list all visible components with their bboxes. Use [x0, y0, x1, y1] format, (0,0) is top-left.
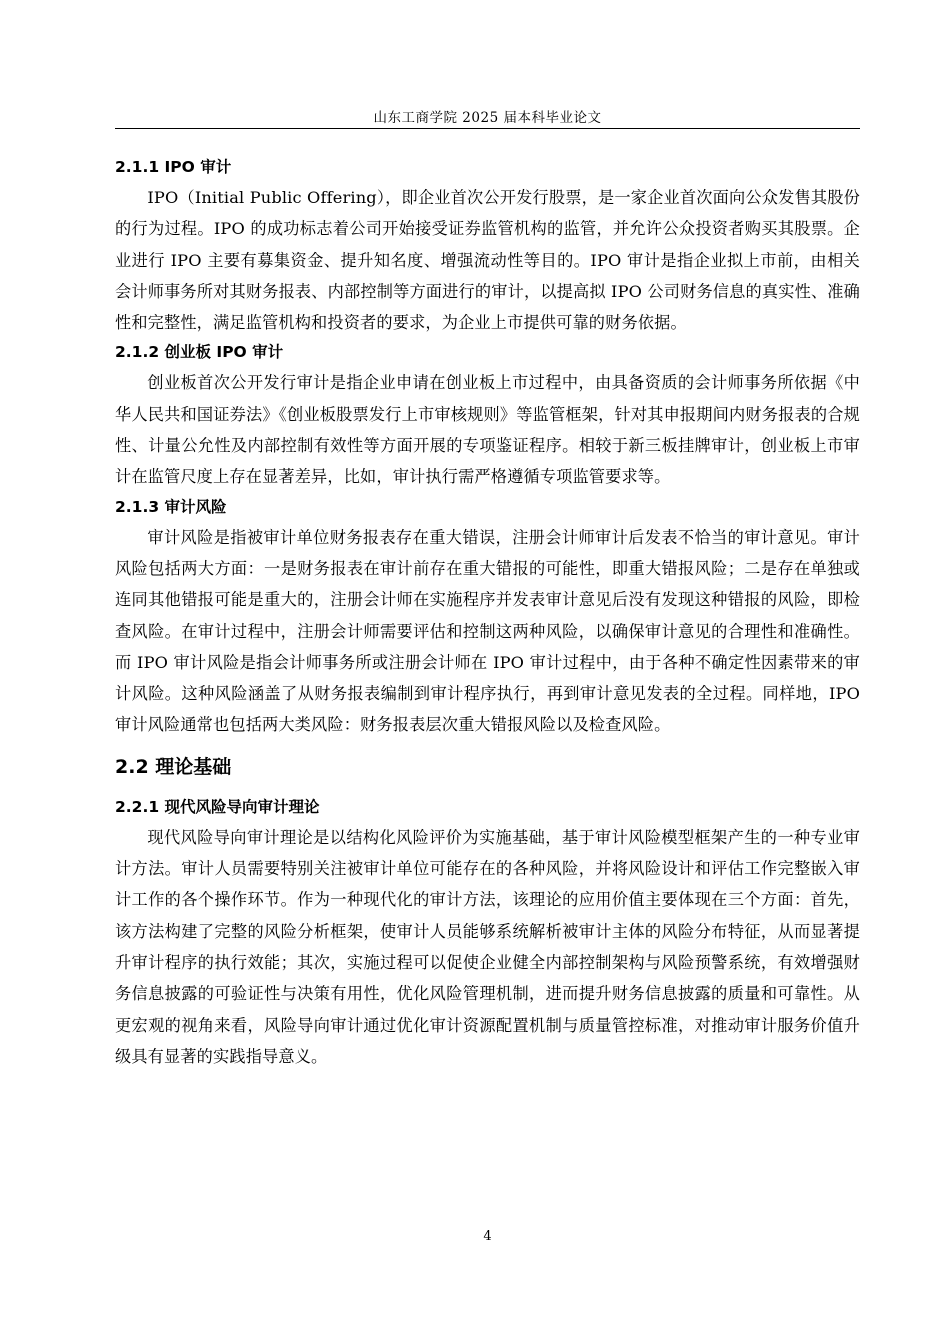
- section-heading-2-1-1: 2.1.1 IPO 审计: [115, 158, 232, 176]
- section-heading-2-2: 2.2 理论基础: [115, 755, 232, 778]
- page-content: [115, 153, 860, 1072]
- paragraph-gem-ipo-audit: 创业板首次公开发行审计是指企业申请在创业板上市过程中，由具备资质的会计师事务所依据《中华人民共和国证券法》《创业板股票发行上市审核规则》等监管框架，针对其申报期间内财务报表的合规性、计量公允性及内部控制有效性等方面开展的专项鉴证程序。相较于新三板挂牌审计，创业板上市审计在监管尺度上存在显著差异，比如，审计执行需严格遵循专项监管要求等。: [115, 373, 860, 487]
- header-divider: [115, 128, 860, 129]
- section-heading-2-2-1: 2.2.1 现代风险导向审计理论: [115, 797, 320, 816]
- section-heading-2-1-3: 2.1.3 审计风险: [115, 497, 227, 516]
- paragraph-ipo-audit: IPO（Initial Public Offering），即企业首次公开发行股票，是一家企业首次面向公众发售其股份的行为过程。IPO 的成功标志着公司开始接受证券监管机构的监管，并允许公众投资者购买其股票。企业进行 IPO 主要有募集资金、提升知名度、增强流动性等目的。IPO 审计是指企业拟上市前，由相关会计师事务所对其财务报表、内部控制等方面进行的审计，以提高拟 IPO 公司财务信息的真实性、准确性和完整性，满足监管机构和投资者的要求，为企业上市提供可靠的财务依据。: [115, 188, 860, 333]
- page-number: 4: [483, 1229, 492, 1244]
- paragraph-audit-risk: 审计风险是指被审计单位财务报表存在重大错误，注册会计师审计后发表不恰当的审计意见。审计风险包括两大方面：一是财务报表在审计前存在重大错报的可能性，即重大错报风险；二是存在单独或连同其他错报可能是重大的，注册会计师在实施程序并发表审计意见后没有发现这种错报的风险，即检查风险。在审计过程中，注册会计师需要评估和控制这两种风险，以确保审计意见的合理性和准确性。而 IPO 审计风险是指会计师事务所或注册会计师在 IPO 审计过程中，由于各种不确定性因素带来的审计风险。这种风险涵盖了从财务报表编制到审计程序执行，再到审计意见发表的全过程。同样地，IPO 审计风险通常也包括两大类风险：财务报表层次重大错报风险以及检查风险。: [115, 527, 860, 735]
- page-header: 山东工商学院 2025 届本科毕业论文: [373, 110, 602, 126]
- section-heading-2-1-2: 2.1.2 创业板 IPO 审计: [115, 343, 284, 362]
- paragraph-risk-oriented-audit: 现代风险导向审计理论是以结构化风险评价为实施基础，基于审计风险模型框架产生的一种专业审计方法。审计人员需要特别关注被审计单位可能存在的各种风险，并将风险设计和评估工作完整嵌入审计工作的各个操作环节。作为一种现代化的审计方法，该理论的应用价值主要体现在三个方面：首先，该方法构建了完整的风险分析框架，使审计人员能够系统解析被审计主体的风险分布特征，从而显著提升审计程序的执行效能；其次，实施过程可以促使企业健全内部控制架构与风险预警系统，有效增强财务信息披露的可验证性与决策有用性，优化风险管理机制，进而提升财务信息披露的质量和可靠性。从更宏观的视角来看，风险导向审计通过优化审计资源配置机制与质量管控标准，对推动审计服务价值升级具有显著的实践指导意义。: [115, 827, 860, 1066]
